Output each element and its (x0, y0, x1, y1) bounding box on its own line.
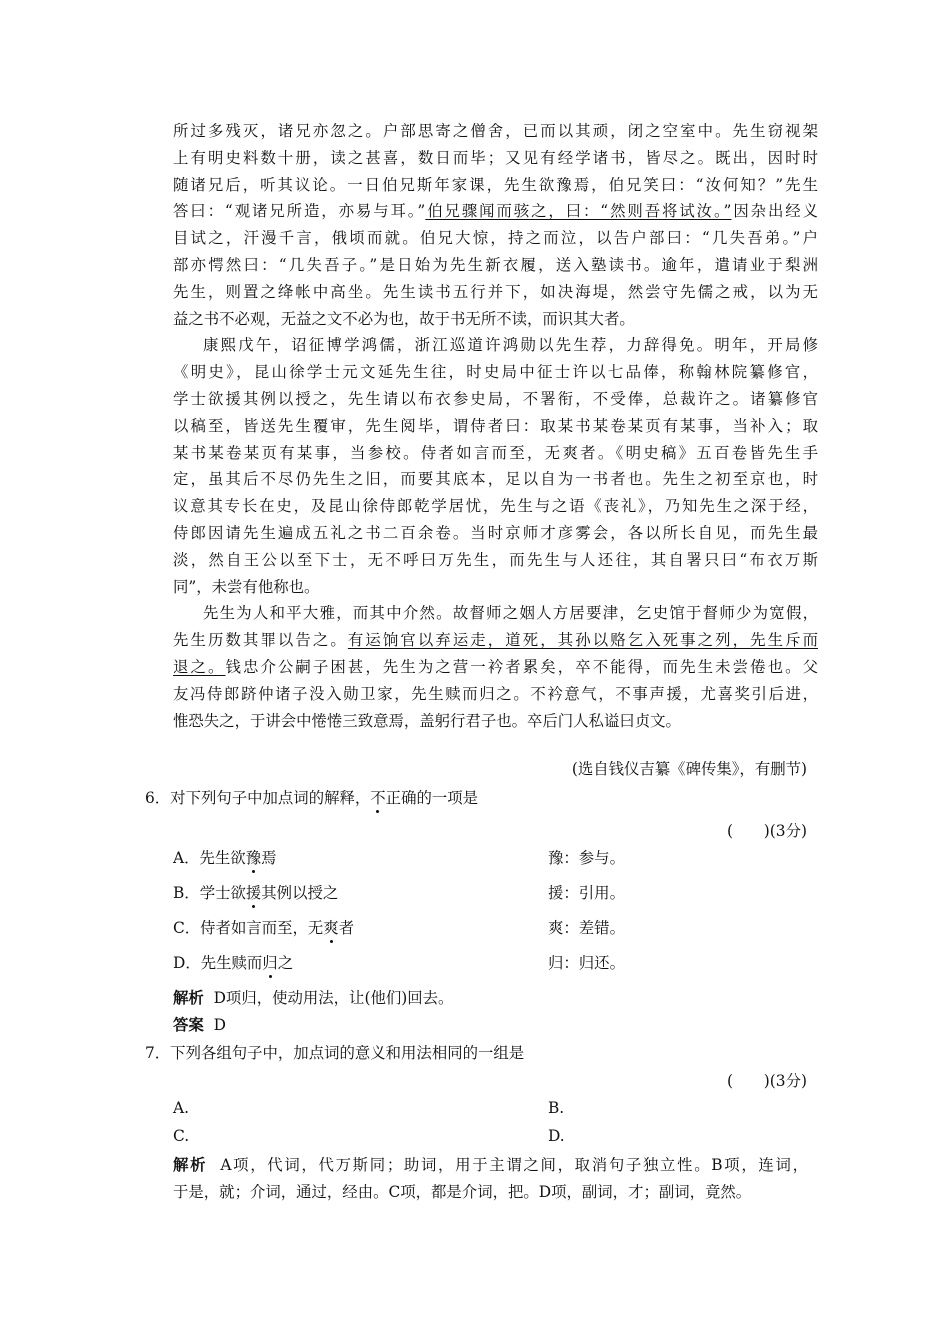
underlined-sentence: 有运饷官以弃运走，道死，其孙以赂乞入死事之列，先生斥而 (347, 631, 818, 650)
q7-option-c: C. (173, 1127, 190, 1145)
passage-line: 《明史》，昆山徐学士元文延先生往，时史局中征士许以七品俸，称翰林院纂修官， (173, 363, 818, 382)
q6-option-b-gloss: 援：引用。 (548, 884, 625, 902)
dotted-char: 爽 (323, 919, 339, 937)
dotted-char: 不 (370, 789, 386, 807)
passage-line: 学士欲援其例以授之，先生请以布衣参史局，不署衔，不受俸，总裁许之。诸纂修官 (173, 389, 818, 408)
dotted-char: 归 (262, 954, 278, 972)
q7-analysis (173, 1152, 808, 1206)
analysis-text: D项归，使动用法，让(他们)回去。 (213, 989, 454, 1007)
passage-fragment: 先生历数其罪以告之。 (173, 631, 348, 650)
passage-line (173, 627, 818, 654)
stem-text: 正确的一项是 (385, 789, 479, 807)
analysis-text: A项，代词，代万斯同；助词，用于主谓之间，取消句子独立性。B项，连词， (220, 1156, 808, 1174)
option-text: 焉 (261, 849, 277, 867)
passage-line: 同”，未尝有他称也。 (173, 577, 320, 596)
passage-line: 部亦愕然曰：“几失吾子。”是日始为先生新衣履，送入塾读书。逾年，遣请业于梨洲 (173, 255, 818, 274)
passage-line: 淡，然自王公以至下士，无不呼曰万先生，而先生与人还往，其自署只曰“布衣万斯 (173, 550, 818, 569)
q6-option-d-gloss: 归：归还。 (548, 954, 625, 972)
passage-line: 友冯侍郎跻仲诸子没入勋卫家，先生赎而归之。不衿意气，不事声援，尤喜奖引后进， (173, 684, 818, 703)
passage-line: 某书某卷某页有某事，当参校。侍者如言而至，无爽者。《明史稿》五百卷皆先生手 (173, 443, 818, 462)
passage-fragment: 因杂出经义 (731, 202, 818, 221)
q6-answer (173, 1014, 226, 1036)
passage-line: 侍郎因请先生遍成五礼之书二百余卷。当时京师才彦雾会，各以所长自见，而先生最 (173, 523, 818, 542)
answer-label: 答案 (173, 1016, 204, 1034)
q6-analysis (173, 987, 453, 1009)
q6-option-c-gloss: 爽：差错。 (548, 919, 625, 937)
option-text: 其例以授之 (261, 884, 339, 902)
underlined-sentence: 伯兄骤闻而骇之，曰：“然则吾将试汝。” (425, 202, 732, 221)
q6-option-d (173, 952, 293, 974)
passage-line: 以稿至，皆送先生覆审，先生阅毕，谓侍者曰：取某书某卷某页有某事，当补入；取 (173, 416, 818, 435)
passage-line: 上有明史料数十册，读之甚喜，数日而毕；又见有经学诸书，皆尽之。既出，因时时 (173, 148, 818, 167)
analysis-line (173, 1152, 808, 1179)
question-6-score: ( )(3分) (727, 822, 807, 840)
analysis-line: 于是，就；介词，通过，经由。C项，都是介词，把。D项，副词，才；副词，竟然。 (173, 1183, 752, 1201)
option-text: D．先生赎而 (173, 954, 263, 972)
dotted-char: 援 (245, 884, 262, 902)
passage-line: 益之书不必观，无益之文不必为也，故于书无所不读，而识其大者。 (173, 309, 635, 328)
question-7-score: ( )(3分) (727, 1072, 807, 1090)
analysis-label: 解析 (173, 989, 204, 1007)
passage-line: 先生为人和平大雅，而其中介然。故督师之姻人方居要津，乞史馆于督师少为宽假， (203, 604, 818, 623)
option-text: C．侍者如言而至，无 (173, 919, 324, 937)
option-text: 之 (277, 954, 294, 972)
passage-line: 定，虽其后不尽仍先生之旧，而要其底本，足以自为一书者也。先生之初至京也，时 (173, 470, 818, 489)
option-text: A．先生欲 (173, 849, 246, 867)
passage-line (173, 654, 818, 681)
q6-option-a (173, 847, 277, 869)
passage-line: 先生，则置之绛帐中高坐。先生读书五行并下，如决海堤，然尝守先儒之戒，以为无 (173, 282, 818, 301)
passage-line (173, 198, 818, 225)
q7-option-a: A. (173, 1099, 190, 1117)
passage-source: (选自钱仪吉纂《碑传集》，有删节) (571, 760, 807, 778)
passage-text (173, 118, 818, 734)
dotted-char: 豫 (245, 849, 262, 867)
q6-option-b (173, 882, 338, 904)
passage-line: 随诸兄后，听其议论。一日伯兄斯年家课，先生欲豫焉，伯兄笑曰：“汝何知？”先生 (173, 175, 818, 194)
option-text: 者 (338, 919, 355, 937)
passage-line: 议意其专长在史，及昆山徐侍郎乾学居忧，先生与之语《丧礼》，乃知先生之深于经， (173, 497, 818, 516)
passage-line: 目试之，汗漫千言，俄顷而就。伯兄大惊，持之而泣，以告户部曰：“几失吾弟。”户 (173, 229, 818, 248)
underlined-sentence: 退之。 (173, 657, 226, 676)
option-text: B．学士欲 (173, 884, 246, 902)
q7-option-d: D. (548, 1127, 565, 1145)
passage-line: 所过多残灭，诸兄亦忽之。户部思寄之僧舍，已而以其顽，闭之空室中。先生窃视架 (173, 122, 818, 140)
q6-option-a-gloss: 豫：参与。 (548, 849, 625, 867)
passage-line: 康熙戊午，诏征博学鸿儒，浙江巡道许鸿勋以先生荐，力辞得免。明年，开局修 (203, 336, 818, 355)
passage-fragment: 答曰：“观诸兄所造，亦易与耳。” (173, 202, 426, 221)
question-6-stem (145, 787, 478, 809)
passage-line: 惟恐失之，于讲会中惓惓三致意焉，盖躬行君子也。卒后门人私谥曰贞文。 (173, 711, 681, 730)
question-7-stem: 7．下列各组句子中，加点词的意义和用法相同的一组是 (145, 1044, 525, 1062)
q6-option-c (173, 917, 354, 939)
q7-option-b: B. (548, 1099, 565, 1117)
answer-text: D (213, 1016, 226, 1034)
passage-fragment: 钱忠介公嗣子困甚，先生为之营一衿者累矣，卒不能得，而先生未尝倦也。父 (225, 657, 818, 676)
analysis-label: 解析 (173, 1156, 208, 1174)
stem-text: 6．对下列句子中加点词的解释， (145, 789, 371, 807)
